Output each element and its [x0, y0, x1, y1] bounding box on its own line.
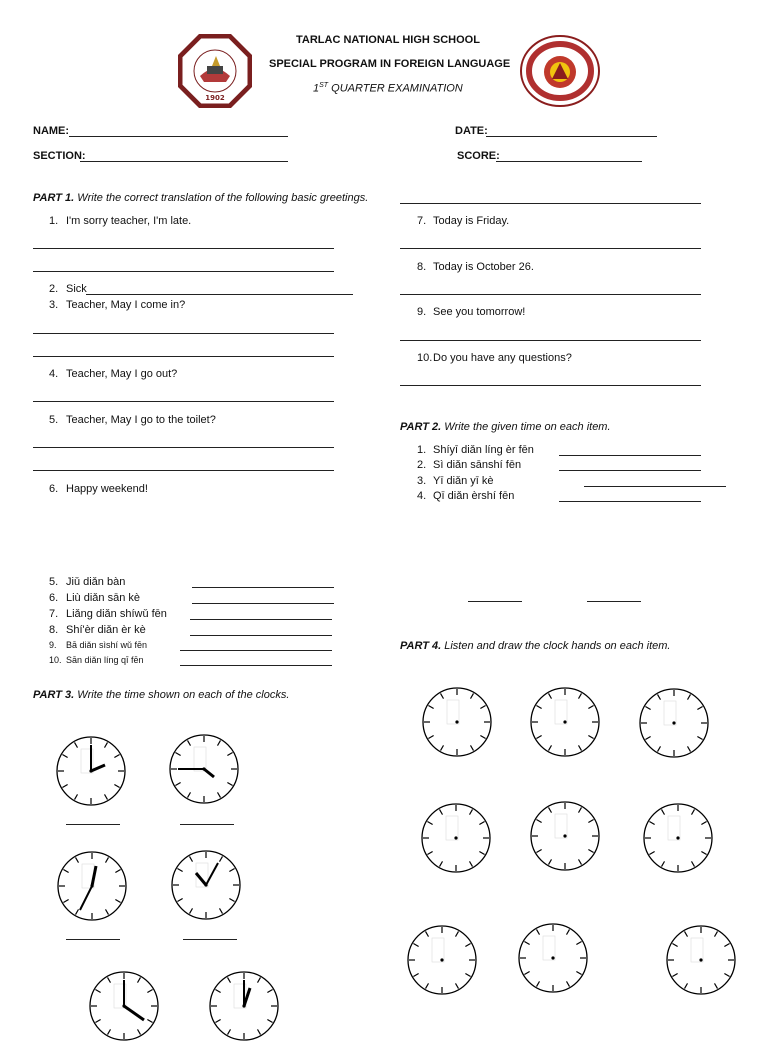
- part2-item-4-text: Qī diǎn èrshí fēn: [433, 490, 515, 502]
- part2-item-6-num: 6.: [49, 592, 59, 604]
- part2-item-3-text: Yī diǎn yī kè: [433, 475, 494, 487]
- clock-face: [517, 922, 589, 994]
- part4-heading: [400, 640, 670, 652]
- answer-line[interactable]: [66, 939, 120, 940]
- answer-line[interactable]: [33, 401, 334, 402]
- part2-item-9-num: 9.: [49, 640, 57, 650]
- answer-line[interactable]: [559, 455, 701, 456]
- clock-face: [88, 970, 160, 1042]
- answer-line[interactable]: [587, 601, 641, 602]
- part1-instruction: Write the correct translation of the following basic greetings.: [77, 192, 369, 204]
- clock-face: [168, 733, 240, 805]
- clock-face: [665, 924, 737, 996]
- right-program-seal: [520, 35, 600, 107]
- answer-line[interactable]: [66, 824, 120, 825]
- part1-item-10-text: Do you have any questions?: [433, 352, 572, 364]
- answer-line[interactable]: [180, 824, 234, 825]
- clock-face: [208, 970, 280, 1042]
- part3-clock: [88, 970, 160, 1045]
- part3-clock: [170, 849, 242, 924]
- score-label: SCORE:: [457, 150, 500, 162]
- part2-item-7-num: 7.: [49, 608, 59, 620]
- answer-line[interactable]: [33, 447, 334, 448]
- part1-item-5-num: 5.: [49, 414, 59, 426]
- part4-clock[interactable]: [529, 800, 601, 875]
- left-school-seal: [176, 32, 254, 110]
- answer-line[interactable]: [33, 248, 334, 249]
- answer-line[interactable]: [400, 203, 701, 204]
- answer-line[interactable]: [33, 470, 334, 471]
- part4-clock[interactable]: [642, 802, 714, 877]
- part3-clock: [55, 735, 127, 810]
- part1-item-8-num: 8.: [417, 261, 427, 273]
- exam-ordinal: ST: [319, 82, 329, 89]
- exam-title: [313, 82, 463, 95]
- answer-line[interactable]: [584, 486, 726, 487]
- part4-clock[interactable]: [665, 924, 737, 999]
- answer-line[interactable]: [190, 635, 332, 636]
- answer-line[interactable]: [400, 385, 701, 386]
- answer-line[interactable]: [33, 271, 334, 272]
- clock-face: [529, 800, 601, 872]
- part2-item-4-num: 4.: [417, 490, 427, 502]
- part2-item-7-text: Liǎng diǎn shíwǔ fēn: [66, 608, 167, 620]
- part1-item-10-num: 10.: [417, 352, 433, 364]
- part1-item-6-text: Happy weekend!: [66, 483, 148, 495]
- svg-text:1902: 1902: [205, 94, 225, 102]
- clock-face: [642, 802, 714, 874]
- part3-heading: [33, 689, 289, 701]
- part1-item-8-text: Today is October 26.: [433, 261, 534, 273]
- part1-item-6-num: 6.: [49, 483, 59, 495]
- date-line[interactable]: [486, 136, 657, 137]
- part1-heading: [33, 192, 368, 204]
- answer-line[interactable]: [559, 470, 701, 471]
- score-line[interactable]: [496, 161, 642, 162]
- answer-line[interactable]: [183, 939, 237, 940]
- part2-item-10-text: Sān diǎn líng qī fēn: [66, 655, 144, 665]
- part4-clock[interactable]: [638, 687, 710, 762]
- clock-face: [170, 849, 242, 921]
- answer-line[interactable]: [180, 650, 332, 651]
- part2-item-10-num: 10.: [49, 655, 62, 665]
- part2-label: PART 2.: [400, 421, 442, 433]
- answer-line[interactable]: [559, 501, 701, 502]
- part2-item-9-text: Bā diǎn sìshí wǔ fēn: [66, 640, 148, 650]
- clock-face: [421, 686, 493, 758]
- answer-line[interactable]: [400, 340, 701, 341]
- answer-line[interactable]: [400, 248, 701, 249]
- name-label: NAME:: [33, 125, 70, 137]
- part2-item-8-text: Shí'èr diǎn èr kè: [66, 624, 146, 636]
- answer-line[interactable]: [33, 333, 334, 334]
- part4-clock[interactable]: [517, 922, 589, 997]
- part4-clock[interactable]: [529, 686, 601, 761]
- date-label: DATE:: [455, 125, 488, 137]
- clock-face: [638, 687, 710, 759]
- answer-line[interactable]: [192, 603, 334, 604]
- part1-item-3-text: Teacher, May I come in?: [66, 299, 186, 311]
- part2-item-5-num: 5.: [49, 576, 59, 588]
- part4-label: PART 4.: [400, 640, 442, 652]
- answer-line[interactable]: [190, 619, 332, 620]
- part1-item-4-num: 4.: [49, 368, 59, 380]
- part1-label: PART 1.: [33, 192, 75, 204]
- clock-face: [529, 686, 601, 758]
- clock-face: [56, 850, 128, 922]
- part1-item-3-num: 3.: [49, 299, 59, 311]
- part1-item-2-text: Sick: [66, 283, 87, 295]
- part2-item-1-text: Shíyī diǎn líng èr fēn: [433, 444, 534, 456]
- answer-line[interactable]: [86, 294, 353, 295]
- part1-item-4-text: Teacher, May I go out?: [66, 368, 178, 380]
- school-name: TARLAC NATIONAL HIGH SCHOOL: [296, 34, 480, 46]
- part1-item-9-text: See you tomorrow!: [433, 306, 526, 318]
- part4-clock[interactable]: [406, 924, 478, 999]
- part2-item-1-num: 1.: [417, 444, 427, 456]
- clock-face: [420, 802, 492, 874]
- part2-item-2-text: Sì diǎn sānshí fēn: [433, 459, 522, 471]
- name-line[interactable]: [69, 136, 288, 137]
- part3-clock: [56, 850, 128, 925]
- part1-item-7-text: Today is Friday.: [433, 215, 510, 227]
- part2-item-2-num: 2.: [417, 459, 427, 471]
- part2-item-6-text: Liù diǎn sān kè: [66, 592, 140, 604]
- part1-item-1-num: 1.: [49, 215, 59, 227]
- part4-clock[interactable]: [421, 686, 493, 761]
- part2-heading: [400, 421, 611, 433]
- answer-line[interactable]: [33, 356, 334, 357]
- answer-line[interactable]: [180, 665, 332, 666]
- part3-clock: [208, 970, 280, 1045]
- part3-instruction: Write the time shown on each of the clocks.: [77, 689, 290, 701]
- exam-number: 1: [313, 82, 320, 95]
- part2-item-5-text: Jiǔ diǎn bàn: [66, 576, 126, 588]
- part2-item-8-num: 8.: [49, 624, 59, 636]
- part2-instruction: Write the given time on each item.: [444, 421, 611, 433]
- answer-line[interactable]: [192, 587, 334, 588]
- section-line[interactable]: [80, 161, 288, 162]
- clock-face: [406, 924, 478, 996]
- part4-instruction: Listen and draw the clock hands on each item.: [444, 640, 671, 652]
- part1-item-7-num: 7.: [417, 215, 427, 227]
- answer-line[interactable]: [400, 294, 701, 295]
- part1-item-2-num: 2.: [49, 283, 59, 295]
- part4-clock[interactable]: [420, 802, 492, 877]
- section-label: SECTION:: [33, 150, 86, 162]
- exam-title-rest: QUARTER EXAMINATION: [331, 82, 463, 95]
- part3-label: PART 3.: [33, 689, 75, 701]
- part2-item-3-num: 3.: [417, 475, 427, 487]
- part1-item-1-text: I'm sorry teacher, I'm late.: [66, 215, 192, 227]
- clock-face: [55, 735, 127, 807]
- answer-line[interactable]: [468, 601, 522, 602]
- part1-item-5-text: Teacher, May I go to the toilet?: [66, 414, 216, 426]
- program-name: SPECIAL PROGRAM IN FOREIGN LANGUAGE: [269, 58, 511, 70]
- part3-clock: [168, 733, 240, 808]
- part1-item-9-num: 9.: [417, 306, 427, 318]
